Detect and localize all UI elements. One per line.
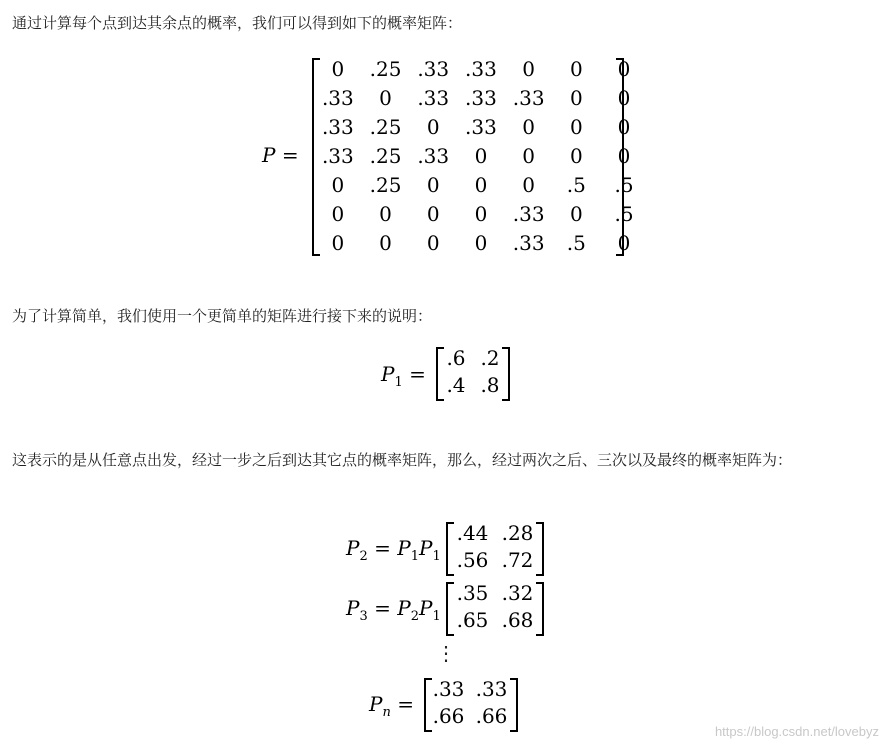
matrix-cell: .33 [465,115,497,139]
matrix-cell: .25 [369,173,402,197]
matrix-cell: .33 [417,57,450,81]
equation-P1-lhs: $P_1$ = [381,362,426,390]
matrix-cell: .25 [369,57,402,81]
matrix-cell: 0 [379,86,392,110]
matrix-cell: .33 [475,677,508,701]
matrix-cell: 0 [617,115,631,139]
matrix-cell: 0 [474,173,488,197]
matrix-cell: 0 [522,173,535,197]
matrix-cell: 0 [569,144,583,168]
matrix-cell: .33 [512,202,545,226]
matrix-cell: .33 [417,86,450,110]
matrix-cell: 0 [331,231,345,255]
matrix-cell: .35 [456,581,489,605]
matrix-cell: 0 [426,173,440,197]
matrix-cell: .66 [432,704,465,728]
matrix-cell: 0 [426,231,440,255]
matrix-P2 [446,522,544,576]
matrix-cell: 0 [522,57,535,81]
matrix-cell: 0 [379,231,392,255]
matrix-cell: .5 [566,173,586,197]
matrix-cell: .33 [417,144,450,168]
matrix-cell: .32 [501,581,534,605]
equation-P2-lhs: $P_2 = P_1P_1$ [346,536,441,564]
matrix-cell: .25 [369,144,402,168]
matrix-cell: 0 [426,202,440,226]
matrix-cell: .8 [480,373,500,397]
matrix-cell: 0 [474,231,488,255]
vertical-ellipsis: ⋮ [436,641,456,665]
matrix-cell: .4 [446,373,466,397]
matrix-cell: 0 [426,115,440,139]
matrix-cell: 0 [522,115,535,139]
simplify-paragraph: 为了计算简单，我们使用一个更简单的矩阵进行接下来的说明： [12,307,433,325]
matrix-cell: 0 [569,86,583,110]
matrix-Pn [424,678,518,732]
matrix-cell: .5 [614,202,634,226]
equation-Pn-lhs: $P_n$ = [369,692,414,720]
matrix-cell: .6 [446,346,466,370]
matrix-cell: 0 [331,173,345,197]
matrix-cell: 0 [617,231,631,255]
watermark: https://blog.csdn.net/lovebyz [714,724,879,739]
matrix-cell: .44 [456,521,489,545]
matrix-cell: 0 [379,202,392,226]
explain-paragraph: 这表示的是从任意点出发，经过一步之后到达其它点的概率矩阵，那么，经过两次之后、三次以及最终的概率矩阵为： [12,451,793,469]
matrix-cell: 0 [569,115,583,139]
matrix-cell: 0 [617,144,631,168]
matrix-cell: .33 [432,677,465,701]
matrix-cell: 0 [474,202,488,226]
matrix-cell: .33 [465,57,497,81]
equation-P3-lhs: $P_3 = P_2P_1$ [346,596,441,624]
matrix-cell: .5 [614,173,634,197]
matrix-cell: .25 [369,115,402,139]
matrix-P3 [446,582,544,636]
matrix-cell: .33 [321,144,354,168]
intro-paragraph: 通过计算每个点到达其余点的概率，我们可以得到如下的概率矩阵： [12,14,463,32]
matrix-P [312,57,634,256]
matrix-cell: 0 [474,144,488,168]
matrix-cell: .33 [321,86,354,110]
matrix-cell: .33 [465,86,497,110]
matrix-cell: .5 [566,231,586,255]
matrix-cell: .2 [480,346,500,370]
matrix-cell: .33 [512,231,545,255]
matrix-cell: 0 [569,202,583,226]
matrix-cell: .68 [501,608,534,632]
matrix-cell: 0 [569,57,583,81]
matrix-cell: 0 [617,57,631,81]
matrix-cell: 0 [331,202,345,226]
matrix-cell: .56 [456,548,489,572]
matrix-P1 [436,347,510,401]
matrix-cell: .33 [321,115,354,139]
matrix-cell: 0 [522,144,535,168]
matrix-cell: .66 [475,704,508,728]
matrix-cell: 0 [331,57,345,81]
equation-P-lhs: P = [262,143,299,167]
matrix-cell: .72 [501,548,534,572]
matrix-cell: 0 [617,86,631,110]
matrix-cell: .28 [501,521,534,545]
matrix-cell: .65 [456,608,489,632]
matrix-cell: .33 [512,86,545,110]
